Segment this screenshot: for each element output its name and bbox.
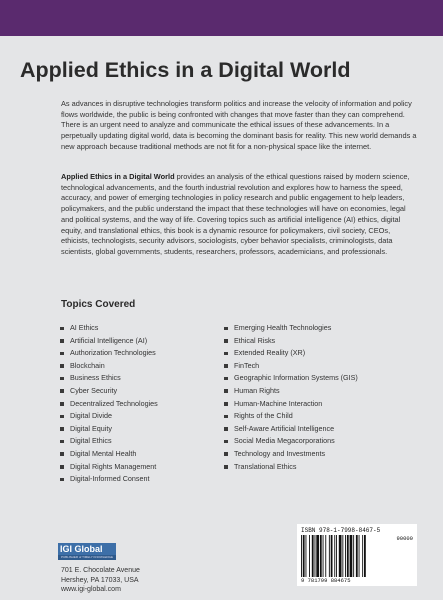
barcode-bar: [347, 535, 349, 577]
topic-item: [60, 410, 220, 423]
barcode-bar: [353, 535, 354, 577]
barcode-bar: [323, 535, 324, 577]
barcode-bar: [309, 535, 310, 577]
topic-item: [224, 448, 424, 461]
topic-label: Artificial Intelligence (AI): [70, 335, 148, 345]
bullet-icon: [60, 452, 64, 456]
topic-item: [224, 435, 424, 448]
barcode-bar: [362, 535, 363, 577]
bullet-icon: [60, 427, 64, 431]
topic-label: Human-Machine Interaction: [234, 398, 323, 408]
barcode-bar: [334, 535, 335, 577]
bullet-icon: [224, 427, 228, 431]
barcode-bar: [301, 535, 302, 577]
barcode-bar: [325, 535, 326, 577]
topic-item: [60, 322, 220, 335]
topic-item: [60, 461, 220, 474]
bullet-icon: [60, 352, 64, 356]
bullet-icon: [224, 402, 228, 406]
topic-label: Geographic Information Systems (GIS): [234, 373, 358, 383]
bullet-icon: [224, 440, 228, 444]
topic-label: Social Media Megacorporations: [234, 436, 335, 446]
bullet-icon: [224, 465, 228, 469]
topic-item: [224, 347, 424, 360]
topic-item: [60, 385, 220, 398]
topic-item: [60, 423, 220, 436]
publisher-address: [61, 566, 140, 595]
topics-list-right: [224, 322, 424, 473]
bullet-icon: [224, 339, 228, 343]
bullet-icon: [60, 327, 64, 331]
topic-item: [60, 435, 220, 448]
topic-label: Translational Ethics: [234, 461, 297, 471]
topic-label: Ethical Risks: [234, 335, 276, 345]
bullet-icon: [224, 364, 228, 368]
publisher-website: www.igi-global.com: [61, 586, 121, 594]
barcode-bar: [331, 535, 333, 577]
bullet-icon: [60, 364, 64, 368]
barcode-bar: [315, 535, 316, 577]
barcode-bar: [359, 535, 360, 577]
topic-label: Extended Reality (XR): [234, 348, 306, 358]
topic-item: [224, 322, 424, 335]
topic-item: [224, 461, 424, 474]
topic-item: [60, 360, 220, 373]
topic-label: AI Ethics: [70, 323, 99, 332]
publisher-logo: [58, 543, 116, 561]
bullet-icon: [224, 389, 228, 393]
bullet-icon: [60, 415, 64, 419]
topic-label: Blockchain: [70, 360, 105, 370]
bullet-icon: [60, 402, 64, 406]
barcode-bar: [303, 535, 305, 577]
topic-label: Rights of the Child: [234, 411, 293, 421]
topic-item: [224, 385, 424, 398]
topic-label: FinTech: [234, 360, 260, 370]
barcode-bar: [350, 535, 353, 577]
isbn-label: ISBN 978-1-7998-8467-5: [301, 527, 381, 534]
publisher-tagline: PUBLISHER of TIMELY KNOWLEDGE: [58, 555, 116, 560]
topic-label: Authorization Technologies: [70, 348, 156, 358]
topic-item: [60, 398, 220, 411]
barcode-bar: [329, 535, 330, 577]
topic-label: Business Ethics: [70, 373, 121, 383]
description-paragraph-1: As advances in disruptive technologies transform politics and increase the velocity of information and policy flows worldwide, the public is being confronted with changes that move faster than they can comprehend. There is an urgent need to analyze and communicate the ethical issues of these advancements. In a perpetually updating digital world, data is becoming the dominant basis for reality. This new world demands a new approach because traditional methods are not fit for a non-physical space like the internet.: [61, 99, 417, 151]
bullet-icon: [224, 415, 228, 419]
topic-item: [224, 423, 424, 436]
topic-item: [60, 448, 220, 461]
bullet-icon: [60, 339, 64, 343]
barcode-bar: [336, 535, 337, 577]
barcode-image: [301, 535, 387, 577]
barcode-bar: [339, 535, 342, 577]
barcode-bar: [342, 535, 343, 577]
description-paragraph-2: [61, 172, 417, 258]
topic-item: [60, 347, 220, 360]
bullet-icon: [60, 440, 64, 444]
topic-item: [60, 335, 220, 348]
topic-label: Cyber Security: [70, 385, 118, 395]
bullet-icon: [60, 478, 64, 482]
topic-label: Emerging Health Technologies: [234, 323, 332, 332]
address-line-1: 701 E. Chocolate Avenue: [61, 567, 140, 574]
barcode-bar: [364, 535, 366, 577]
bullet-icon: [60, 377, 64, 381]
ean-number: 9 781799 884675: [301, 577, 351, 584]
description-paragraph-2-text: provides an analysis of the ethical questions raised by modern science, technological advancements, and the fourth industrial revolution and explores how to harness the speed, accuracy, and power of emerging technologies in policy research and public engagement to help leaders, policymakers, and the public understand the impact that these technologies will have on economies, legal and political systems, and the way of life. Covering topics such as artificial intelligence (AI) ethics, digital equity, and translational ethics, this book is a dynamic resource for policymakers, civil society, CEOs, ethicists, technologists, security advisors, sociologists, cyber behavior specialists, criminologists, data scientists, global governments, students, researchers, professors, academicians, and professionals.: [61, 172, 410, 256]
book-title-inline: Applied Ethics in a Digital World: [61, 172, 175, 181]
topics-heading: Topics Covered: [61, 299, 136, 310]
topic-label: Digital-Informed Consent: [70, 474, 150, 484]
bullet-icon: [224, 352, 228, 356]
top-color-band: [0, 0, 443, 36]
topic-item: [60, 372, 220, 385]
barcode-bar: [312, 535, 314, 577]
publisher-logo-mark: IGI Global: [58, 543, 116, 555]
topic-item: [224, 398, 424, 411]
address-line-2: Hershey, PA 17033, USA: [61, 576, 139, 584]
topic-label: Self-Aware Artificial Intelligence: [234, 423, 335, 433]
topic-label: Digital Ethics: [70, 436, 112, 446]
bullet-icon: [224, 327, 228, 331]
bullet-icon: [224, 377, 228, 381]
book-title: Applied Ethics in a Digital World: [20, 58, 351, 82]
bullet-icon: [60, 389, 64, 393]
barcode-bar: [320, 535, 322, 577]
barcode-box: [297, 524, 417, 586]
bullet-icon: [224, 452, 228, 456]
topic-label: Digital Mental Health: [70, 448, 137, 458]
topic-item: [224, 372, 424, 385]
topic-item: [60, 473, 220, 486]
topics-list-left: [60, 322, 220, 486]
topic-label: Technology and Investments: [234, 448, 326, 458]
barcode-bar: [356, 535, 358, 577]
barcode-bar: [345, 535, 346, 577]
topic-item: [224, 360, 424, 373]
topic-label: Digital Rights Management: [70, 461, 157, 471]
topic-label: Digital Equity: [70, 423, 112, 433]
barcode-bar: [306, 535, 307, 577]
price-code: 90000: [396, 535, 413, 542]
topic-label: Human Rights: [234, 385, 280, 395]
barcode-bar: [316, 535, 319, 577]
topic-label: Decentralized Technologies: [70, 398, 158, 408]
topic-label: Digital Divide: [70, 411, 112, 421]
bullet-icon: [60, 465, 64, 469]
topic-item: [224, 410, 424, 423]
topic-item: [224, 335, 424, 348]
